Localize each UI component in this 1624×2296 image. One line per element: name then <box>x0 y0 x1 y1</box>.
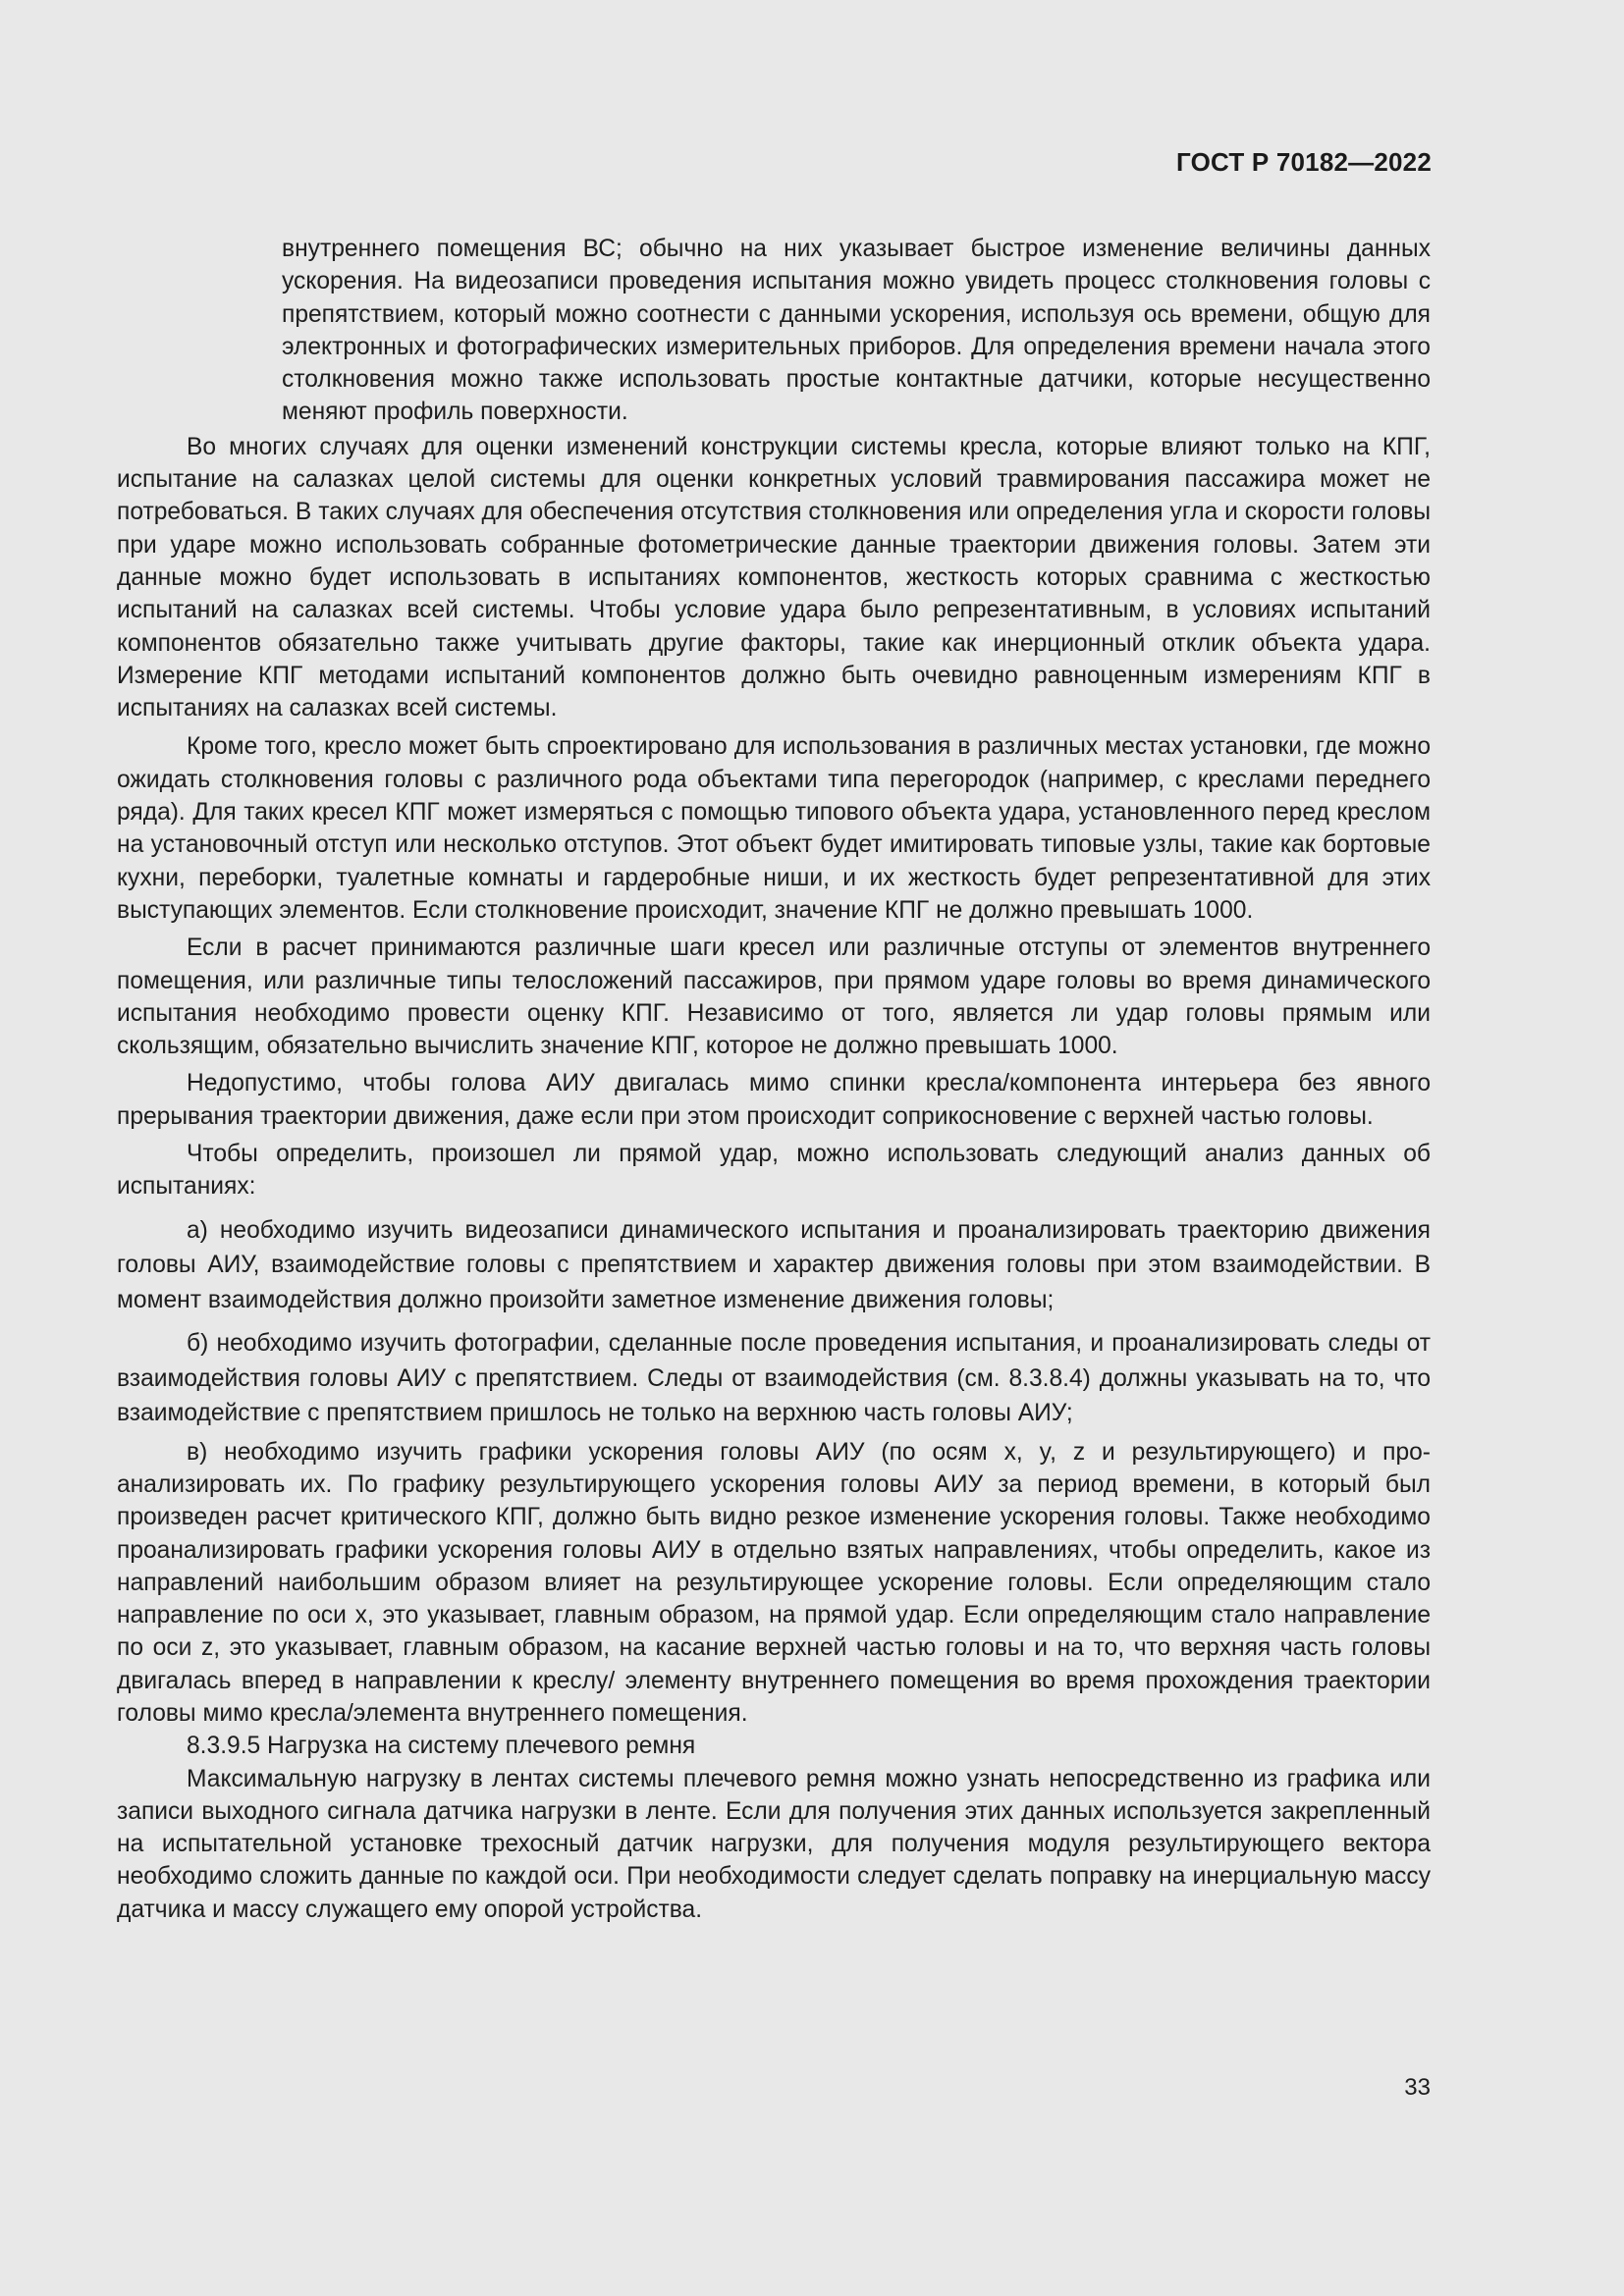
paragraph: Недопустимо, чтобы голова АИУ двигалась мимо спинки кресла/компонента интерьера без явного прерывания траектории движения, даже если при этом происходит соприкосновение с верхней частью головы. <box>117 1070 1431 1130</box>
paragraph: Кроме того, кресло может быть спроектировано для использования в различных местах установки, где можно ожидать столкновения головы с различного рода объектами типа перегородок (например, с креслами переднего ряда). Для таких кресел КПГ может измеряться с помощью типового объекта удара, установленного перед креслом на установочный отступ или несколько отступов. Этот объект будет имитировать типовые узлы, такие как бортовые кухни, переборки, туалетные комнаты и гардеробные ниши, и их жесткость будет репрезентативной для этих выступающих элементов. Если столкновение происходит, значение КПГ не должно превышать 1000. <box>117 733 1431 924</box>
paragraph: Чтобы определить, произошел ли прямой удар, можно использовать следующий анализ данных об испытаниях: <box>117 1141 1431 1201</box>
paragraph: Если в расчет принимаются различные шаги кресел или различные отступы от элементов внутреннего помещения, или различные типы телосложений пассажиров, при прямом ударе головы во время динамического испытания необходимо провести оценку КПГ. Независимо от того, является ли удар головы прямым или скользящим, обязательно вычислить значение КПГ, которое не должно превышать 1000. <box>117 934 1431 1060</box>
list-item: в) необходимо изучить графики ускорения головы АИУ (по осям x, y, z и результирующего) и проанализировать их. По графику результирующего ускорения головы АИУ за период времени, в который был произведен расчет критического КПГ, должно быть видно резкое изменение ускорения головы. Также необходимо проанализировать графики ускорения головы АИУ в отдельно взятых направлениях, чтобы определить, какое из направлений наибольшим образом влияет на результирующее ускорение головы. Если определяющим стало направление по оси x, это указывает, главным образом, на прямой удар. Если определяющим стало направление по оси z, это указывает, главным образом, на касание верхней частью головы и на то, что верхняя часть головы двигалась вперед в направлении к креслу/ элементу внутреннего помещения во время прохождения траектории головы мимо кресла/элемента внутреннего помещения. <box>117 1438 1431 1727</box>
paragraph: Во многих случаях для оценки изменений конструкции системы кресла, которые влияют только на КПГ, испытание на салазках целой системы для оценки конкретных условий травмирования пассажира может не потребоваться. В таких случаях для обеспечения отсутствия столкновения или определения угла и скорости головы при ударе можно использовать собранные фотометрические данные траектории движения головы. Затем эти данные можно будет использовать в испытаниях компонентов, жесткость которых сравнима с жесткостью испытаний на салазках всей системы. Чтобы условие удара было репрезентативным, в условиях испытаний компонентов обязательно также учитывать другие факторы, такие как инерционный отклик объекта удара. Измерение КПГ методами испытаний компонентов должно быть очевидно равноценным измерениям КПГ в испытаниях на салазках всей системы. <box>117 433 1431 722</box>
section-heading: 8.3.9.5 Нагрузка на систему плечевого ремня <box>187 1733 696 1760</box>
paragraph: Максимальную нагрузку в лентах системы плечевого ремня можно узнать непосредственно из графика или записи выходного сигнала датчика нагрузки в ленте. Если для получения этих данных используется закрепленный на испытательной установке трехосный датчик нагрузки, для получения модуля результирующего вектора необходимо сложить данные по каждой оси. При необходимости следует сделать поправку на инерциальную массу датчика и массу служащего ему опорой устройства. <box>117 1765 1431 1923</box>
list-item: а) необходимо изучить видеозаписи динамического испытания и проанализировать траекторию движения головы АИУ, взаимодействие головы с препятствием и характер движения головы при этом взаимодействии. В момент взаимодействия должно произойти заметное изменение движения головы; <box>117 1216 1431 1313</box>
body-text <box>117 233 1431 1926</box>
page-number: 33 <box>1404 2074 1431 2101</box>
standard-header: ГОСТ Р 70182—2022 <box>1176 147 1432 177</box>
paragraph-continuation: внутреннего помещения ВС; обычно на них указывает быстрое изменение величины данных ускорения. На видеозаписи проведения испытания можно увидеть процесс столкновения головы с препятствием, который можно соотнести с данными ускорения, используя ось времени, общую для электронных и фотографических измерительных приборов. Для определения времени начала этого столкновения можно также использовать простые контактные датчики, которые несущественно меняют профиль поверхности. <box>282 236 1431 426</box>
list-item: б) необходимо изучить фотографии, сделанные после проведения испытания, и проанализировать следы от взаимодействия головы АИУ с препятствием. Следы от взаимодействия (см. 8.3.8.4) должны указывать на то, что взаимодействие с препятствием пришлось не только на верхнюю часть головы АИУ; <box>117 1330 1431 1427</box>
